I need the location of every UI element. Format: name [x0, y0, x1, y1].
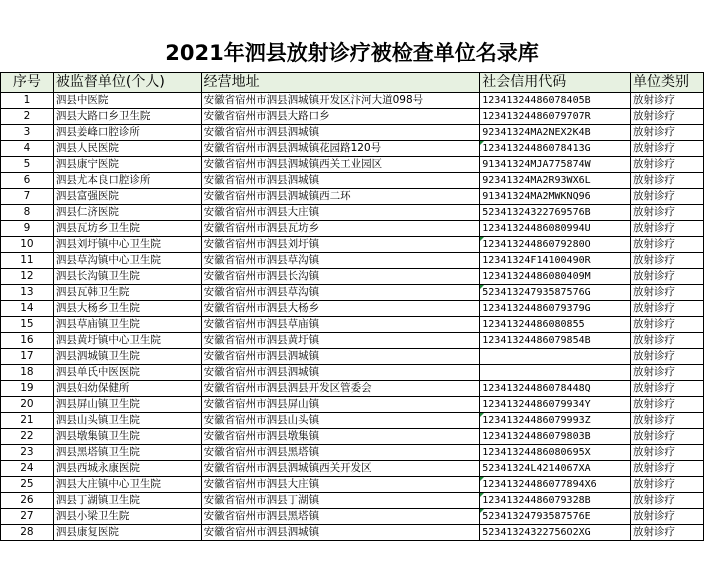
cell-seq[interactable]: 18 — [1, 365, 54, 381]
cell-credit-code[interactable]: 12341324486079328B — [480, 493, 631, 509]
cell-seq[interactable]: 2 — [1, 109, 54, 125]
cell-address[interactable]: 安徽省宿州市泗县刘圩镇 — [201, 237, 480, 253]
cell-unit[interactable]: 泗县康宁医院 — [53, 157, 201, 173]
cell-credit-code[interactable]: 52341324322756O2XG — [480, 525, 631, 541]
cell-category[interactable]: 放射诊疗 — [631, 349, 704, 365]
cell-credit-code[interactable]: 12341324F14100490R — [480, 253, 631, 269]
cell-unit[interactable]: 泗县仁济医院 — [53, 205, 201, 221]
table-row — [1, 157, 704, 173]
table-row — [1, 93, 704, 109]
cell-credit-code[interactable]: 52341324793587576G — [480, 285, 631, 301]
cell-seq[interactable]: 15 — [1, 317, 54, 333]
cell-unit[interactable]: 泗县妇幼保健所 — [53, 381, 201, 397]
cell-address[interactable]: 安徽省宿州市泗县丁湖镇 — [201, 493, 480, 509]
cell-seq[interactable]: 9 — [1, 221, 54, 237]
cell-seq[interactable]: 19 — [1, 381, 54, 397]
header-credit-code[interactable]: 社会信用代码 — [480, 73, 631, 93]
header-row — [1, 73, 704, 93]
cell-credit-code[interactable]: 12341324486079707R — [480, 109, 631, 125]
table-row — [1, 301, 704, 317]
cell-address[interactable]: 安徽省宿州市泗县泗城镇西关开发区 — [201, 461, 480, 477]
cell-address[interactable]: 安徽省宿州市泗县黑塔镇 — [201, 445, 480, 461]
cell-category[interactable]: 放射诊疗 — [631, 157, 704, 173]
cell-seq[interactable]: 20 — [1, 397, 54, 413]
cell-category[interactable]: 放射诊疗 — [631, 365, 704, 381]
cell-address[interactable]: 安徽省宿州市泗县泗城镇花园路120号 — [201, 141, 480, 157]
header-address[interactable]: 经营地址 — [201, 73, 480, 93]
cell-category[interactable]: 放射诊疗 — [631, 493, 704, 509]
table-row — [1, 173, 704, 189]
cell-address[interactable]: 安徽省宿州市泗县泗城镇 — [201, 525, 480, 541]
table-row — [1, 237, 704, 253]
cell-address[interactable]: 安徽省宿州市泗县草沟镇 — [201, 285, 480, 301]
cell-category[interactable]: 放射诊疗 — [631, 253, 704, 269]
cell-seq[interactable]: 23 — [1, 445, 54, 461]
table-row — [1, 397, 704, 413]
cell-credit-code[interactable]: 12341324486077894X6 — [480, 477, 631, 493]
cell-category[interactable]: 放射诊疗 — [631, 173, 704, 189]
cell-category[interactable]: 放射诊疗 — [631, 285, 704, 301]
registry-table — [0, 72, 704, 541]
cell-credit-code[interactable]: 12341324486080994U — [480, 221, 631, 237]
cell-seq[interactable]: 4 — [1, 141, 54, 157]
cell-address[interactable]: 安徽省宿州市泗县长沟镇 — [201, 269, 480, 285]
cell-credit-code[interactable]: 12341324486079280O — [480, 237, 631, 253]
cell-unit[interactable]: 泗县人民医院 — [53, 141, 201, 157]
cell-credit-code[interactable] — [480, 365, 631, 381]
cell-address[interactable]: 安徽省宿州市泗县泗城镇 — [201, 365, 480, 381]
cell-category[interactable]: 放射诊疗 — [631, 445, 704, 461]
cell-category[interactable]: 放射诊疗 — [631, 205, 704, 221]
table-row — [1, 109, 704, 125]
cell-credit-code[interactable]: 52341324322769576B — [480, 205, 631, 221]
cell-address[interactable]: 安徽省宿州市泗县泗城镇 — [201, 173, 480, 189]
cell-address[interactable]: 安徽省宿州市泗县泗县开发区管委会 — [201, 381, 480, 397]
cell-address[interactable]: 安徽省宿州市泗县草沟镇 — [201, 253, 480, 269]
cell-seq[interactable]: 7 — [1, 189, 54, 205]
table-row — [1, 333, 704, 349]
cell-unit[interactable]: 泗县黄圩镇中心卫生院 — [53, 333, 201, 349]
table-row — [1, 269, 704, 285]
cell-seq[interactable]: 22 — [1, 429, 54, 445]
cell-address[interactable]: 安徽省宿州市泗县山头镇 — [201, 413, 480, 429]
cell-category[interactable]: 放射诊疗 — [631, 461, 704, 477]
cell-seq[interactable]: 13 — [1, 285, 54, 301]
cell-unit[interactable]: 泗县丁湖镇卫生院 — [53, 493, 201, 509]
cell-address[interactable]: 安徽省宿州市泗县泗城镇 — [201, 349, 480, 365]
cell-address[interactable]: 安徽省宿州市泗县黑塔镇 — [201, 509, 480, 525]
cell-category[interactable]: 放射诊疗 — [631, 429, 704, 445]
cell-seq[interactable]: 25 — [1, 477, 54, 493]
cell-category[interactable]: 放射诊疗 — [631, 189, 704, 205]
table-row — [1, 477, 704, 493]
cell-seq[interactable]: 28 — [1, 525, 54, 541]
cell-credit-code[interactable]: 12341324486080409M — [480, 269, 631, 285]
cell-credit-code[interactable] — [480, 349, 631, 365]
cell-category[interactable]: 放射诊疗 — [631, 525, 704, 541]
cell-credit-code[interactable]: 12341324486080695X — [480, 445, 631, 461]
table-row — [1, 189, 704, 205]
cell-credit-code[interactable]: 12341324486079803B — [480, 429, 631, 445]
cell-category[interactable]: 放射诊疗 — [631, 397, 704, 413]
cell-credit-code[interactable]: 92341324MA2NEX2K4B — [480, 125, 631, 141]
cell-unit[interactable]: 泗县小梁卫生院 — [53, 509, 201, 525]
cell-unit[interactable]: 泗县刘圩镇中心卫生院 — [53, 237, 201, 253]
table-row — [1, 429, 704, 445]
cell-category[interactable]: 放射诊疗 — [631, 413, 704, 429]
cell-seq[interactable]: 10 — [1, 237, 54, 253]
cell-unit[interactable]: 泗县大杨乡卫生院 — [53, 301, 201, 317]
cell-address[interactable]: 安徽省宿州市泗县泗城镇西二环 — [201, 189, 480, 205]
cell-seq[interactable]: 6 — [1, 173, 54, 189]
table-row — [1, 141, 704, 157]
cell-credit-code[interactable]: 12341324486078413G — [480, 141, 631, 157]
cell-category[interactable]: 放射诊疗 — [631, 477, 704, 493]
cell-credit-code[interactable]: 12341324486078405B — [480, 93, 631, 109]
cell-address[interactable]: 安徽省宿州市泗县泗城镇 — [201, 125, 480, 141]
table-body — [1, 93, 704, 541]
header-seq[interactable]: 序号 — [1, 73, 54, 93]
cell-seq[interactable]: 17 — [1, 349, 54, 365]
cell-credit-code[interactable]: 52341324793587576E — [480, 509, 631, 525]
cell-seq[interactable]: 3 — [1, 125, 54, 141]
table-row — [1, 349, 704, 365]
cell-category[interactable]: 放射诊疗 — [631, 93, 704, 109]
cell-seq[interactable]: 24 — [1, 461, 54, 477]
cell-unit[interactable]: 泗县泗城镇卫生院 — [53, 349, 201, 365]
cell-seq[interactable]: 8 — [1, 205, 54, 221]
cell-category[interactable]: 放射诊疗 — [631, 317, 704, 333]
cell-address[interactable]: 安徽省宿州市泗县泗城镇开发区汴河大道098号 — [201, 93, 480, 109]
cell-seq[interactable]: 14 — [1, 301, 54, 317]
document-title: 2021年泗县放射诊疗被检查单位名录库 — [165, 41, 539, 65]
cell-unit[interactable]: 泗县尤本良口腔诊所 — [53, 173, 201, 189]
table-row — [1, 221, 704, 237]
cell-category[interactable]: 放射诊疗 — [631, 509, 704, 525]
cell-address[interactable]: 安徽省宿州市泗县瓦坊乡 — [201, 221, 480, 237]
cell-unit[interactable]: 泗县屏山镇卫生院 — [53, 397, 201, 413]
cell-unit[interactable]: 泗县墩集镇卫生院 — [53, 429, 201, 445]
cell-address[interactable]: 安徽省宿州市泗县黄圩镇 — [201, 333, 480, 349]
cell-address[interactable]: 安徽省宿州市泗县墩集镇 — [201, 429, 480, 445]
table-row — [1, 253, 704, 269]
cell-unit[interactable]: 泗县瓦韩卫生院 — [53, 285, 201, 301]
cell-seq[interactable]: 1 — [1, 93, 54, 109]
cell-category[interactable]: 放射诊疗 — [631, 381, 704, 397]
cell-address[interactable]: 安徽省宿州市泗县大庄镇 — [201, 205, 480, 221]
cell-unit[interactable]: 泗县中医院 — [53, 93, 201, 109]
cell-credit-code[interactable]: 12341324486079379G — [480, 301, 631, 317]
cell-seq[interactable]: 16 — [1, 333, 54, 349]
cell-unit[interactable]: 泗县草沟镇中心卫生院 — [53, 253, 201, 269]
table-row — [1, 285, 704, 301]
table-row — [1, 125, 704, 141]
cell-credit-code[interactable]: 12341324486078448Q — [480, 381, 631, 397]
cell-unit[interactable]: 泗县富强医院 — [53, 189, 201, 205]
header-unit[interactable]: 被监督单位(个人) — [53, 73, 201, 93]
table-row — [1, 381, 704, 397]
cell-category[interactable]: 放射诊疗 — [631, 109, 704, 125]
cell-seq[interactable]: 26 — [1, 493, 54, 509]
cell-credit-code[interactable]: 91341324MJA775874W — [480, 157, 631, 173]
table-row — [1, 525, 704, 541]
table-row — [1, 365, 704, 381]
table-row — [1, 445, 704, 461]
cell-address[interactable]: 安徽省宿州市泗县大路口乡 — [201, 109, 480, 125]
cell-seq[interactable]: 11 — [1, 253, 54, 269]
table-row — [1, 461, 704, 477]
cell-address[interactable]: 安徽省宿州市泗县泗城镇西关工业园区 — [201, 157, 480, 173]
cell-credit-code[interactable]: 12341324486080855 — [480, 317, 631, 333]
cell-unit[interactable]: 泗县山头镇卫生院 — [53, 413, 201, 429]
table-row — [1, 493, 704, 509]
cell-unit[interactable]: 泗县长沟镇卫生院 — [53, 269, 201, 285]
cell-unit[interactable]: 泗县姜峰口腔诊所 — [53, 125, 201, 141]
cell-category[interactable]: 放射诊疗 — [631, 141, 704, 157]
cell-address[interactable]: 安徽省宿州市泗县大杨乡 — [201, 301, 480, 317]
cell-credit-code[interactable]: 92341324MA2R93WX6L — [480, 173, 631, 189]
cell-category[interactable]: 放射诊疗 — [631, 269, 704, 285]
cell-unit[interactable]: 泗县康复医院 — [53, 525, 201, 541]
table-row — [1, 509, 704, 525]
cell-unit[interactable]: 泗县单氏中医医院 — [53, 365, 201, 381]
cell-seq[interactable]: 21 — [1, 413, 54, 429]
cell-credit-code[interactable]: 12341324486079854B — [480, 333, 631, 349]
header-category[interactable]: 单位类别 — [631, 73, 704, 93]
cell-unit[interactable]: 泗县瓦坊乡卫生院 — [53, 221, 201, 237]
table-row — [1, 413, 704, 429]
cell-credit-code[interactable]: 52341324L4214067XA — [480, 461, 631, 477]
cell-category[interactable]: 放射诊疗 — [631, 237, 704, 253]
cell-address[interactable]: 安徽省宿州市泗县屏山镇 — [201, 397, 480, 413]
cell-seq[interactable]: 12 — [1, 269, 54, 285]
cell-unit[interactable]: 泗县黑塔镇卫生院 — [53, 445, 201, 461]
cell-credit-code[interactable]: 12341324486079934Y — [480, 397, 631, 413]
cell-address[interactable]: 安徽省宿州市泗县大庄镇 — [201, 477, 480, 493]
cell-unit[interactable]: 泗县西城永康医院 — [53, 461, 201, 477]
cell-unit[interactable]: 泗县大庄镇中心卫生院 — [53, 477, 201, 493]
table-row — [1, 205, 704, 221]
cell-address[interactable]: 安徽省宿州市泗县草庙镇 — [201, 317, 480, 333]
cell-seq[interactable]: 27 — [1, 509, 54, 525]
cell-unit[interactable]: 泗县草庙镇卫生院 — [53, 317, 201, 333]
cell-category[interactable]: 放射诊疗 — [631, 221, 704, 237]
cell-credit-code[interactable]: 91341324MA2MWKNQ96 — [480, 189, 631, 205]
table-row — [1, 317, 704, 333]
cell-unit[interactable]: 泗县大路口乡卫生院 — [53, 109, 201, 125]
cell-credit-code[interactable]: 12341324486079993Z — [480, 413, 631, 429]
cell-seq[interactable]: 5 — [1, 157, 54, 173]
cell-category[interactable]: 放射诊疗 — [631, 301, 704, 317]
cell-category[interactable]: 放射诊疗 — [631, 333, 704, 349]
cell-category[interactable]: 放射诊疗 — [631, 125, 704, 141]
